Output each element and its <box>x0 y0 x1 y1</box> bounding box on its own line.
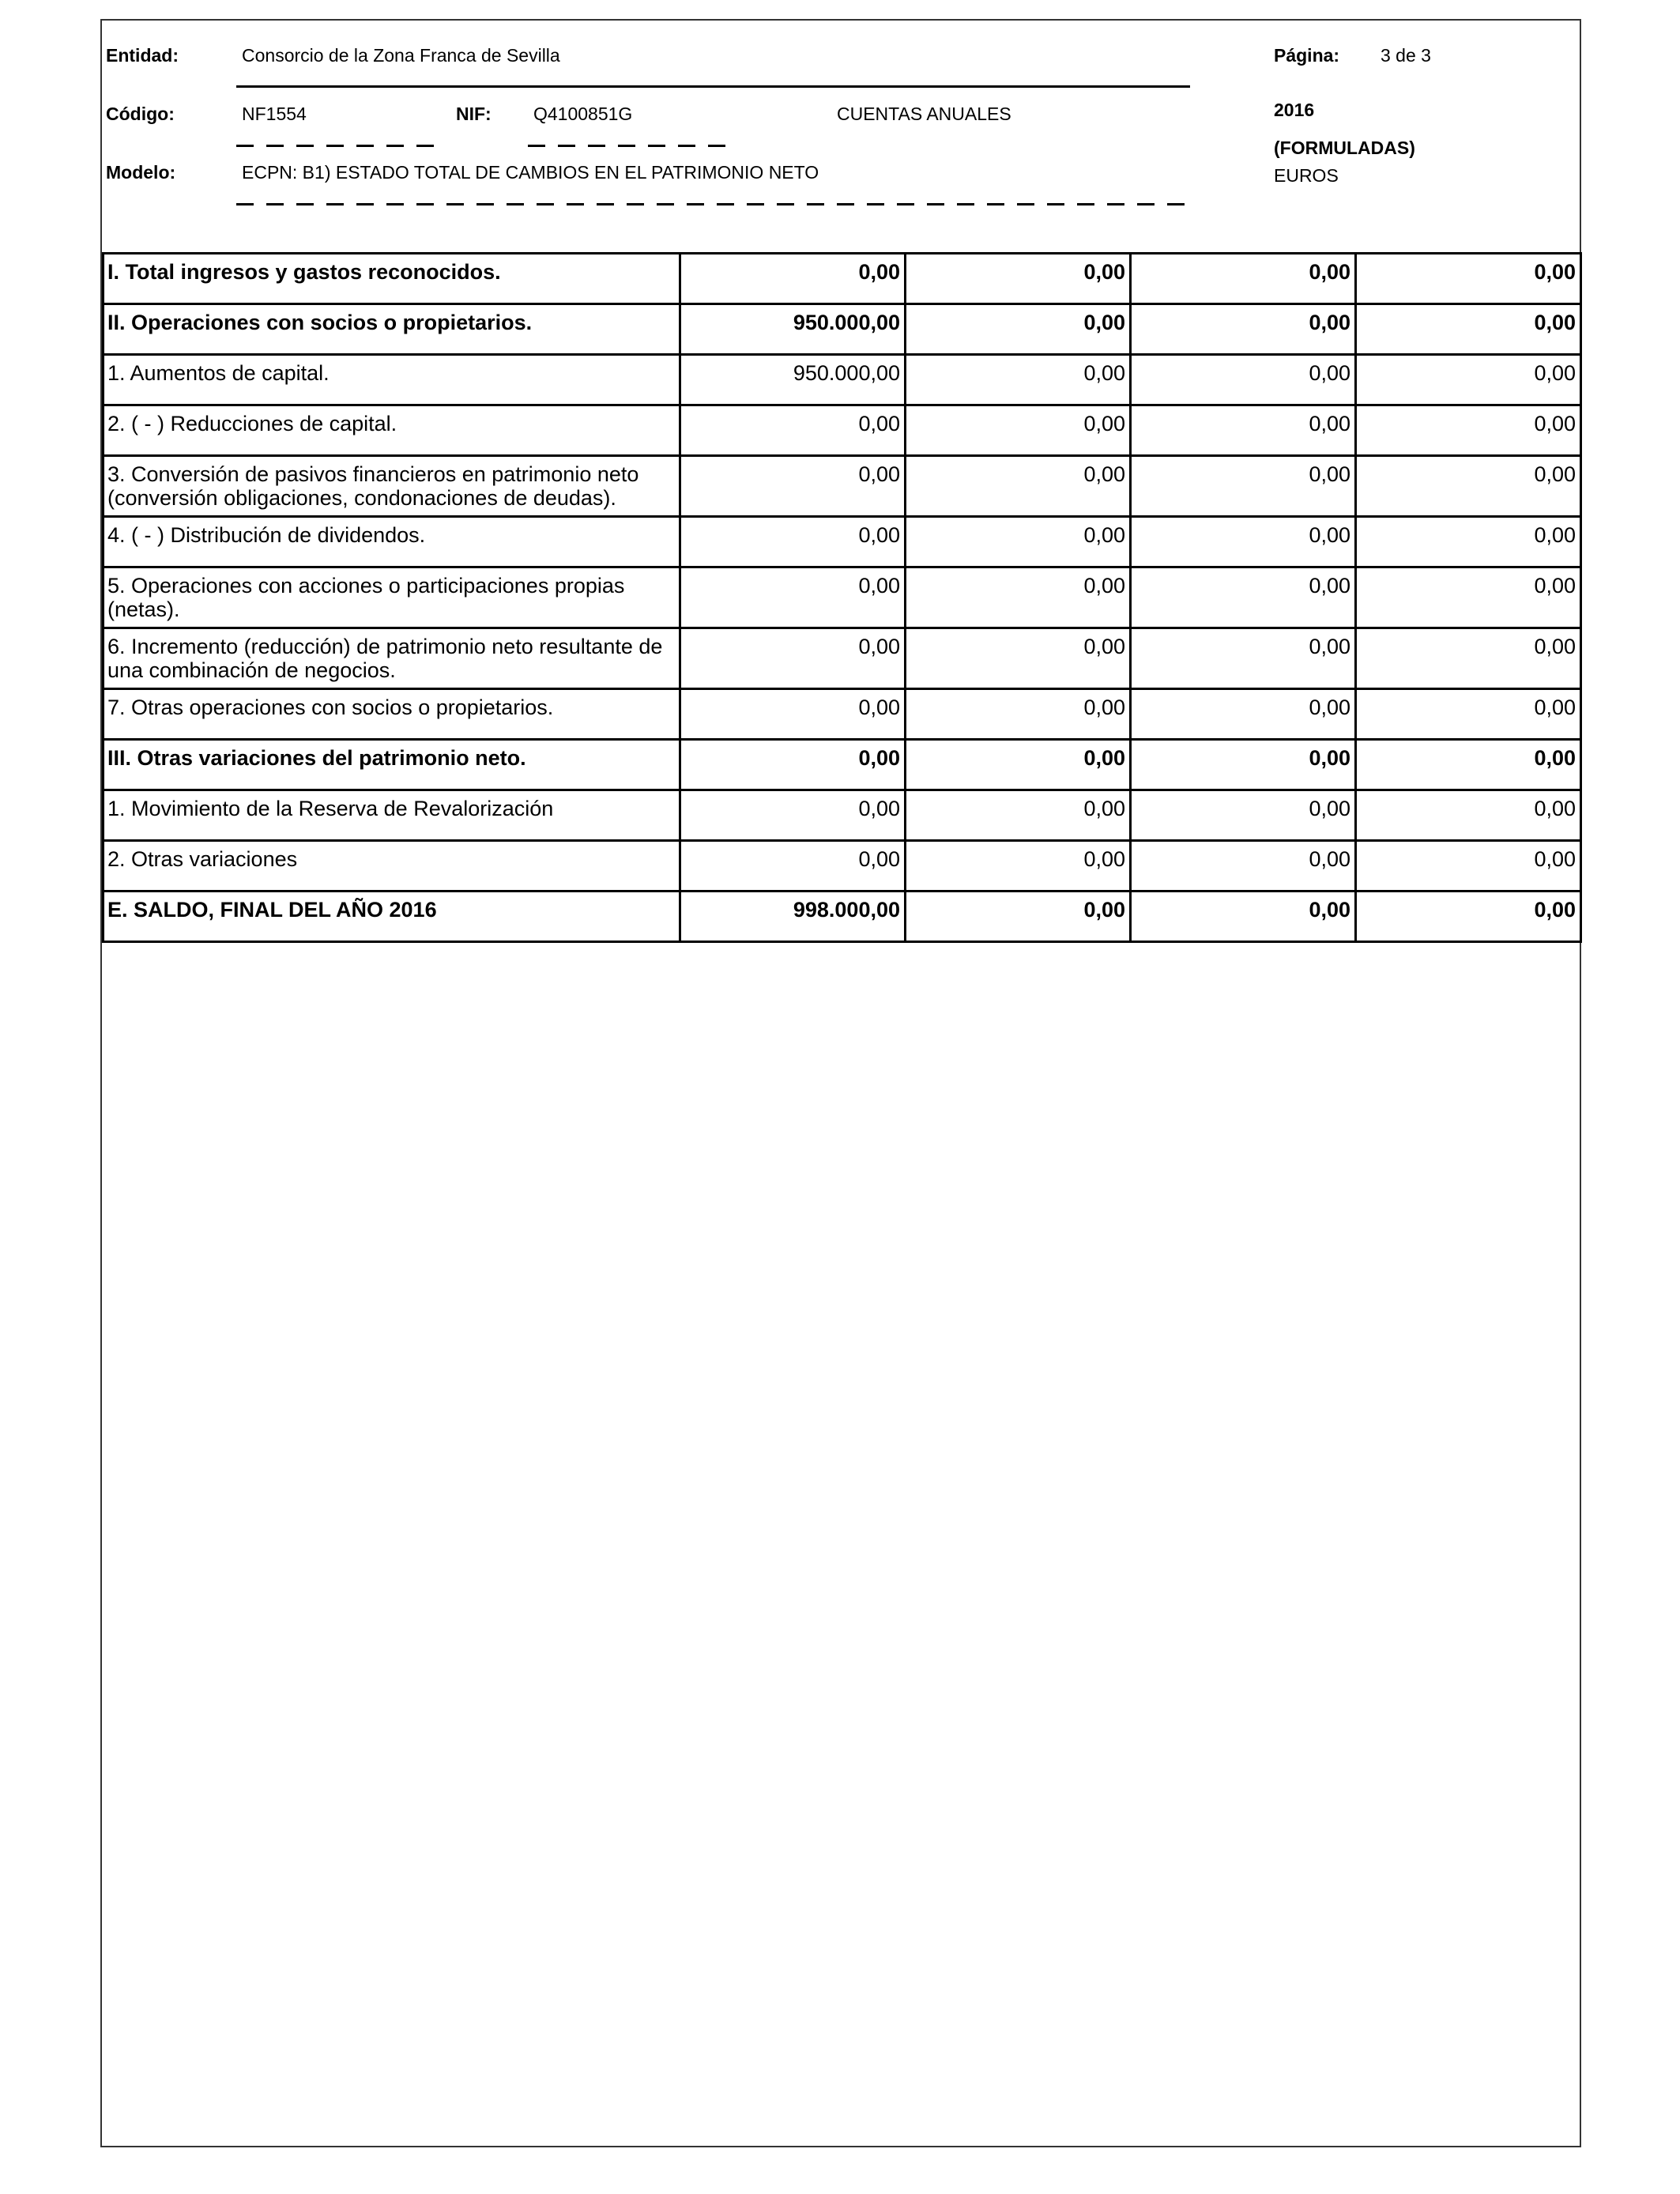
nif-rule <box>528 145 725 147</box>
row-value: 0,00 <box>906 355 1131 405</box>
row-label: 3. Conversión de pasivos financieros en patrimonio neto (conversión obligaciones, condonaciones de deudas). <box>104 456 680 517</box>
row-label: 2. ( - ) Reducciones de capital. <box>104 405 680 456</box>
row-value: 0,00 <box>680 689 906 740</box>
codigo-value: NF1554 <box>242 104 307 124</box>
row-value: 0,00 <box>906 841 1131 892</box>
row-value: 0,00 <box>1356 790 1581 841</box>
table-row <box>104 405 1581 456</box>
row-value: 0,00 <box>906 517 1131 567</box>
row-value: 0,00 <box>906 628 1131 689</box>
modelo-value: ECPN: B1) ESTADO TOTAL DE CAMBIOS EN EL PATRIMONIO NETO <box>242 162 819 183</box>
row-value: 0,00 <box>906 405 1131 456</box>
table-row <box>104 567 1581 628</box>
row-label: III. Otras variaciones del patrimonio neto. <box>104 740 680 790</box>
row-value: 0,00 <box>680 254 906 304</box>
row-value: 0,00 <box>906 740 1131 790</box>
row-value: 998.000,00 <box>680 892 906 942</box>
row-value: 0,00 <box>680 405 906 456</box>
nif-label: NIF: <box>456 104 492 124</box>
row-value: 0,00 <box>906 892 1131 942</box>
row-value: 0,00 <box>680 628 906 689</box>
row-value: 0,00 <box>1131 517 1356 567</box>
table-row <box>104 841 1581 892</box>
row-value: 0,00 <box>680 790 906 841</box>
entidad-rule <box>236 85 1190 88</box>
row-value: 0,00 <box>1356 304 1581 355</box>
row-label: 6. Incremento (reducción) de patrimonio neto resultante de una combinación de negocios. <box>104 628 680 689</box>
table-row <box>104 456 1581 517</box>
entidad-label: Entidad: <box>106 45 179 66</box>
row-value: 0,00 <box>1356 355 1581 405</box>
row-value: 0,00 <box>906 254 1131 304</box>
row-value: 0,00 <box>1356 517 1581 567</box>
row-value: 0,00 <box>1356 689 1581 740</box>
currency: EUROS <box>1274 165 1339 186</box>
row-value: 0,00 <box>1131 628 1356 689</box>
row-value: 0,00 <box>906 456 1131 517</box>
row-value: 0,00 <box>906 304 1131 355</box>
pagina-label: Página: <box>1274 45 1340 66</box>
row-value: 0,00 <box>1131 892 1356 942</box>
table-row <box>104 254 1581 304</box>
row-label: 7. Otras operaciones con socios o propietarios. <box>104 689 680 740</box>
pagina-value: 3 de 3 <box>1381 45 1431 66</box>
row-value: 0,00 <box>1356 405 1581 456</box>
table-row <box>104 892 1581 942</box>
row-label: 2. Otras variaciones <box>104 841 680 892</box>
table-row <box>104 790 1581 841</box>
row-label: 1. Aumentos de capital. <box>104 355 680 405</box>
row-label: II. Operaciones con socios o propietarios. <box>104 304 680 355</box>
row-value: 0,00 <box>1131 254 1356 304</box>
row-value: 0,00 <box>1131 355 1356 405</box>
status: (FORMULADAS) <box>1274 138 1415 158</box>
row-value: 0,00 <box>1356 892 1581 942</box>
row-value: 0,00 <box>1131 790 1356 841</box>
row-value: 0,00 <box>1356 628 1581 689</box>
row-value: 0,00 <box>1131 689 1356 740</box>
row-value: 0,00 <box>906 689 1131 740</box>
row-value: 0,00 <box>1131 304 1356 355</box>
nif-value: Q4100851G <box>533 104 633 124</box>
codigo-label: Código: <box>106 104 175 124</box>
row-value: 950.000,00 <box>680 355 906 405</box>
row-value: 0,00 <box>1131 567 1356 628</box>
row-value: 0,00 <box>1131 405 1356 456</box>
modelo-label: Modelo: <box>106 162 176 183</box>
codigo-rule <box>236 145 434 147</box>
row-value: 0,00 <box>1356 567 1581 628</box>
row-label: 1. Movimiento de la Reserva de Revalorización <box>104 790 680 841</box>
ecpn-table <box>102 252 1582 943</box>
row-value: 0,00 <box>1131 740 1356 790</box>
row-value: 0,00 <box>1356 254 1581 304</box>
year: 2016 <box>1274 100 1315 120</box>
row-label: 4. ( - ) Distribución de dividendos. <box>104 517 680 567</box>
row-label: I. Total ingresos y gastos reconocidos. <box>104 254 680 304</box>
row-value: 0,00 <box>1356 456 1581 517</box>
table-row <box>104 689 1581 740</box>
table-row <box>104 740 1581 790</box>
entidad-value: Consorcio de la Zona Franca de Sevilla <box>242 45 560 66</box>
row-value: 0,00 <box>680 841 906 892</box>
table-row <box>104 517 1581 567</box>
row-value: 0,00 <box>906 567 1131 628</box>
modelo-rule <box>236 203 1190 205</box>
row-label: E. SALDO, FINAL DEL AÑO 2016 <box>104 892 680 942</box>
row-value: 0,00 <box>906 790 1131 841</box>
row-value: 0,00 <box>680 456 906 517</box>
doc-type: CUENTAS ANUALES <box>837 104 1011 124</box>
row-value: 0,00 <box>1356 740 1581 790</box>
table-row <box>104 628 1581 689</box>
row-value: 0,00 <box>1356 841 1581 892</box>
row-value: 0,00 <box>1131 456 1356 517</box>
row-value: 0,00 <box>680 740 906 790</box>
table-row <box>104 355 1581 405</box>
table-row <box>104 304 1581 355</box>
row-value: 0,00 <box>680 517 906 567</box>
row-value: 950.000,00 <box>680 304 906 355</box>
row-value: 0,00 <box>680 567 906 628</box>
row-value: 0,00 <box>1131 841 1356 892</box>
row-label: 5. Operaciones con acciones o participaciones propias (netas). <box>104 567 680 628</box>
